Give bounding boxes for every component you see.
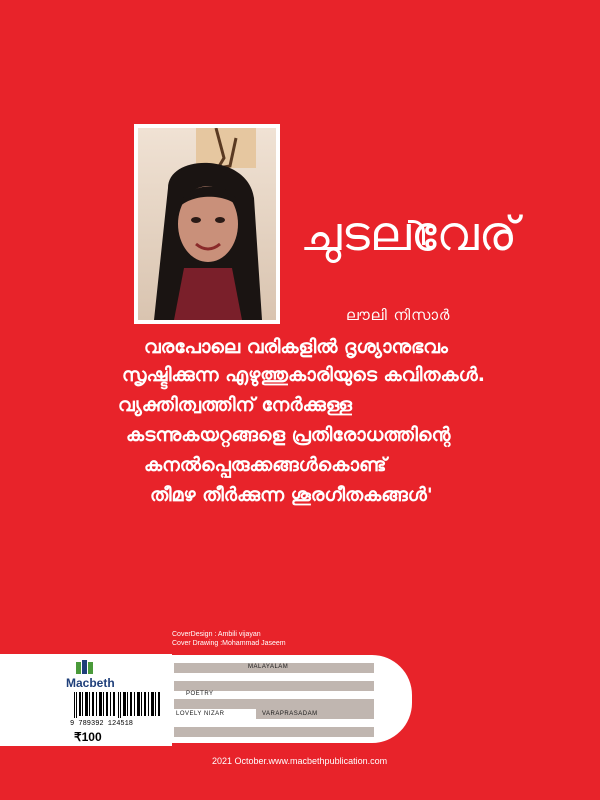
card-imprint: VARAPRASADAM — [262, 711, 318, 717]
blurb-line-6: തീമഴ തീർക്കുന്ന ശൂരഗീതകങ്ങൾ' — [150, 484, 433, 506]
blurb-line-1: വരപോലെ വരികളിൽ ദൃശ്യാനുഭവം — [144, 336, 448, 358]
author-name: ലൗലി നിസാർ — [346, 306, 451, 324]
blurb-line-4: കടന്നുകയറ്റങ്ങളെ പ്രതിരോധത്തിന്റെ — [126, 424, 451, 446]
blurb-line-2: സൃഷ്ടിക്കുന്ന എഴുത്തുകാരിയുടെ കവിതകൾ. — [122, 364, 485, 386]
author-photo — [134, 124, 280, 324]
cover-credits — [172, 630, 286, 648]
blurb-line-3: വ്യക്തിത്വത്തിന് നേർക്കുള്ള — [118, 394, 352, 416]
cover-design-credit: CoverDesign : Ambili vijayan — [172, 631, 261, 638]
price: ₹100 — [74, 730, 102, 744]
footer-text: 2021 October.www.macbethpublication.com — [212, 756, 388, 766]
card-author: LOVELY NIZAR — [176, 711, 225, 717]
card-band-2 — [174, 681, 374, 691]
book-title — [300, 206, 518, 296]
card-band-5 — [174, 727, 374, 737]
title-flourish — [408, 220, 425, 245]
macbeth-logo-icon — [76, 660, 94, 674]
publisher-box — [0, 654, 172, 746]
card-band-3 — [174, 699, 374, 709]
book-info-card — [162, 655, 412, 743]
cover-drawing-credit: Cover Drawing :Mohammad Jaseem — [172, 640, 286, 647]
barcode-image — [74, 692, 166, 718]
author-portrait-image — [138, 128, 276, 320]
isbn-digits: 9 789392 124518 — [70, 720, 134, 728]
card-genre: POETRY — [186, 691, 214, 697]
blurb-line-5: കനൽപ്പെരുക്കങ്ങൾകൊണ്ട് — [144, 454, 387, 476]
book-title-text: ചുടലവേര് — [300, 206, 518, 262]
publisher-name: Macbeth — [66, 676, 115, 690]
card-language: MALAYALAM — [248, 664, 289, 670]
